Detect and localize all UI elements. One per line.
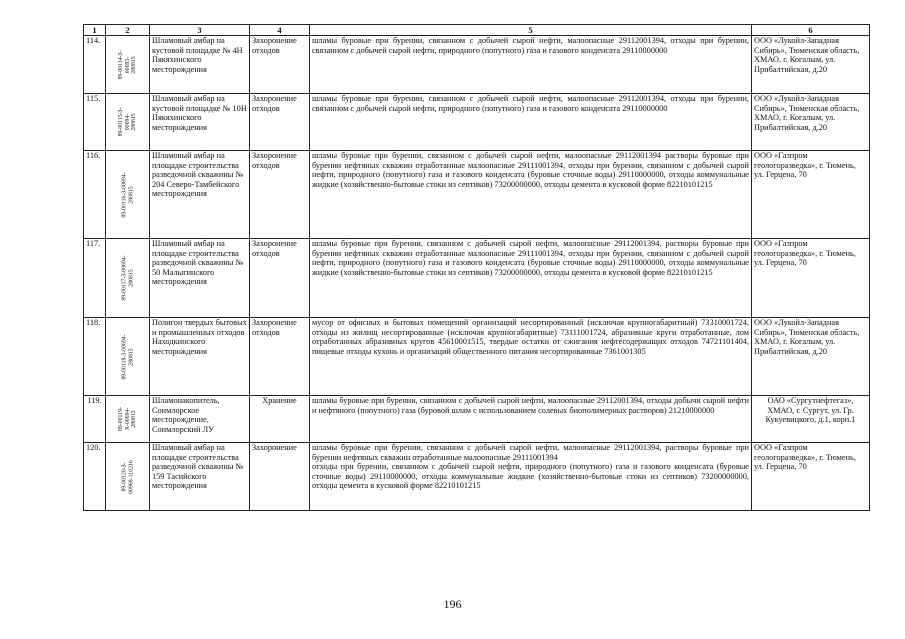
column-number: 6 bbox=[752, 25, 870, 36]
registry-code: 89-00119- Х-00694- 280815 bbox=[117, 407, 137, 431]
table-row bbox=[84, 94, 870, 151]
row-number: 119. bbox=[84, 396, 106, 443]
facility-name: Шламонакопитель, Соимлорское месторождение, Соимлорский ЛУ bbox=[150, 396, 250, 443]
facility-name: Шламовый амбар на площадке строительства разведочной скважины № 50 Малыгинского месторождения bbox=[150, 239, 250, 318]
operator-info: ОАО «Сургутнефтегаз», ХМАО, г. Сургут, ул. Гр. Кукуевицкого, д.1, корп.1 bbox=[752, 396, 870, 443]
waste-types: шламы буровые при бурении, связанном с добычей сырой нефти, малоопасные 29112001394, растворы буровые при бурении нефтяных скважин отработанные малоопасные 29111001394 отходы при бурении, связанном с добычей сырой нефти, природного (попутного) газа и газового конденсата (буровые сточные воды) 29110000000, отходы коммунальные жидкие (хозяйственно-бытовые стоки из септиков) 73200000000, отходы цемента в кусковой форме 82210101215 bbox=[310, 443, 752, 511]
row-number: 114. bbox=[84, 36, 106, 94]
column-number: 3 bbox=[150, 25, 250, 36]
registry-code: 89-00120-З- 00968-110216 bbox=[120, 459, 134, 494]
waste-types: мусор от офисных и бытовых помещений организаций несортированный (исключая крупногабаритный) 73310001724, отходы из жилищ несортированные (исключая крупногабаритные) 73111001724, абразивные круги отработанные, лом отработанных абразивных кругов 45610001515, твердые остатки от сжигания нефтесодержащих отходов 74721101404, пищевые отходы кухонь и организаций общественного питания несортированные 7361001305 bbox=[310, 318, 752, 396]
facility-name: Шламовый амбар на кустовой площадке № 10Н Пякяхинского месторождения bbox=[150, 94, 250, 151]
row-number: 116. bbox=[84, 151, 106, 239]
table-row bbox=[84, 151, 870, 239]
operator-info: ООО «Газпром геологоразведка», г. Тюмень, ул. Герцена, 70 bbox=[752, 151, 870, 239]
operator-info: ООО «Лукойл-Западная Сибирь», Тюменская область, ХМАО, г. Когалым, ул. Прибалтийская, д.20 bbox=[752, 318, 870, 396]
waste-types: шламы буровые при бурении, связанном с добычей сырой нефти, малоопасные 29112001394, растворы буровые при бурении нефтяных скважин отработанные малоопасные 29111001394, отходы при бурении, связанном с добычей сырой нефти, природного (попутного) газа и газового конденсата (буровые сточные воды) 29110000000, отходы коммунальные жидкие (хозяйственно-бытовые стоки из септиков) 73200000000, отходы цемента в кусковой форме 82210101215 bbox=[310, 239, 752, 318]
registry-code-cell bbox=[106, 151, 150, 239]
waste-types: шламы буровые при бурении, связанном с добычей сырой нефти, малоопасные 29112001394 растворы буровые при бурении нефтяных скважин отработанные малоопасные 29111001394, отходы при бурении, связанном с добычей сырой нефти, природного (попутного) газа и газового конденсата (буровые сточные воды) 29110000000, отходы коммунальные жидкие (хозяйственно-бытовые стоки из септиков) 73200000000, отходы цемента в кусковой форме 82210101215 bbox=[310, 151, 752, 239]
table-row bbox=[84, 239, 870, 318]
row-number: 118. bbox=[84, 318, 106, 396]
facility-purpose: Захоронение отходов bbox=[250, 94, 310, 151]
column-number-row bbox=[84, 25, 870, 36]
registry-code-cell bbox=[106, 94, 150, 151]
facility-purpose: Захоронение bbox=[250, 443, 310, 511]
operator-info: ООО «Лукойл-Западная Сибирь», Тюменская область, ХМАО, г. Когалым, ул. Прибалтийская, д.20 bbox=[752, 36, 870, 94]
column-number: 4 bbox=[250, 25, 310, 36]
registry-code-cell bbox=[106, 318, 150, 396]
facility-name: Шламовый амбар на площадке строительства разведочной скважины № 204 Северо-Тамбейского месторождения bbox=[150, 151, 250, 239]
column-number: 2 bbox=[106, 25, 150, 36]
registry-code: 89-00114-З- 00693- 280815 bbox=[117, 50, 137, 79]
waste-facility-register-table bbox=[83, 24, 870, 511]
table-row bbox=[84, 443, 870, 511]
facility-name: Шламовый амбар на площадке строительства разведочной скважины № 159 Тасийского месторождения bbox=[150, 443, 250, 511]
waste-types: шламы буровые при бурении, связанном с добычей сырой нефти, малоопасные 29112001394, отходы добычи сырой нефти и нефтяного (попутного) газа (буровой шлам с использованием солевых биополимерных растворов) 21210000000 bbox=[310, 396, 752, 443]
page-number: 196 bbox=[443, 597, 462, 611]
row-number: 120. bbox=[84, 443, 106, 511]
facility-purpose: Хранение bbox=[250, 396, 310, 443]
operator-info: ООО «Лукойл-Западная Сибирь», Тюменская область, ХМАО, г. Когалым, ул. Прибалтийская, д.20 bbox=[752, 94, 870, 151]
facility-name: Шламовый амбар на кустовой площадке № 4Н Пякяхинского месторождения bbox=[150, 36, 250, 94]
operator-info: ООО «Газпром геологоразведка», г. Тюмень, ул. Герцена, 70 bbox=[752, 443, 870, 511]
facility-name: Полигон твердых бытовых и промышленных отходов Находкинского месторождения bbox=[150, 318, 250, 396]
registry-code: 89-00118-З-00694- 280815 bbox=[120, 333, 134, 380]
table-row bbox=[84, 318, 870, 396]
facility-purpose: Захоронение отходов bbox=[250, 151, 310, 239]
registry-code-cell bbox=[106, 443, 150, 511]
waste-types: шламы буровые при бурении, связанном с добычей сырой нефти, малоопасные 29112001394, отходы при бурении, связанном с добычей сырой нефти, природного (попутного) газа и газового конденсата 29110000000 bbox=[310, 94, 752, 151]
registry-code: 89-00115-З- 00694- 280815 bbox=[117, 107, 137, 137]
registry-code-cell bbox=[106, 36, 150, 94]
facility-purpose: Захоронение отходов bbox=[250, 36, 310, 94]
registry-code-cell bbox=[106, 396, 150, 443]
column-number: 5 bbox=[310, 25, 752, 36]
facility-purpose: Захоронение отходов bbox=[250, 318, 310, 396]
waste-types: шламы буровые при бурении, связанном с добычей сырой нефти, малоопасные 29112001394, отходы при бурении, связанном с добычей сырой нефти, природного (попутного) газа и газового конденсата 29110000000 bbox=[310, 36, 752, 94]
facility-purpose: Захоронение отходов bbox=[250, 239, 310, 318]
row-number: 115. bbox=[84, 94, 106, 151]
row-number: 117. bbox=[84, 239, 106, 318]
operator-info: ООО «Газпром геологоразведка», г. Тюмень, ул. Герцена, 70 bbox=[752, 239, 870, 318]
registry-code: 89-00116-З-00694- 280815 bbox=[120, 171, 134, 218]
table-row bbox=[84, 36, 870, 94]
registry-code: 89-00117-З-00694- 280815 bbox=[120, 255, 134, 301]
registry-code-cell bbox=[106, 239, 150, 318]
table-row bbox=[84, 396, 870, 443]
column-number: 1 bbox=[84, 25, 106, 36]
